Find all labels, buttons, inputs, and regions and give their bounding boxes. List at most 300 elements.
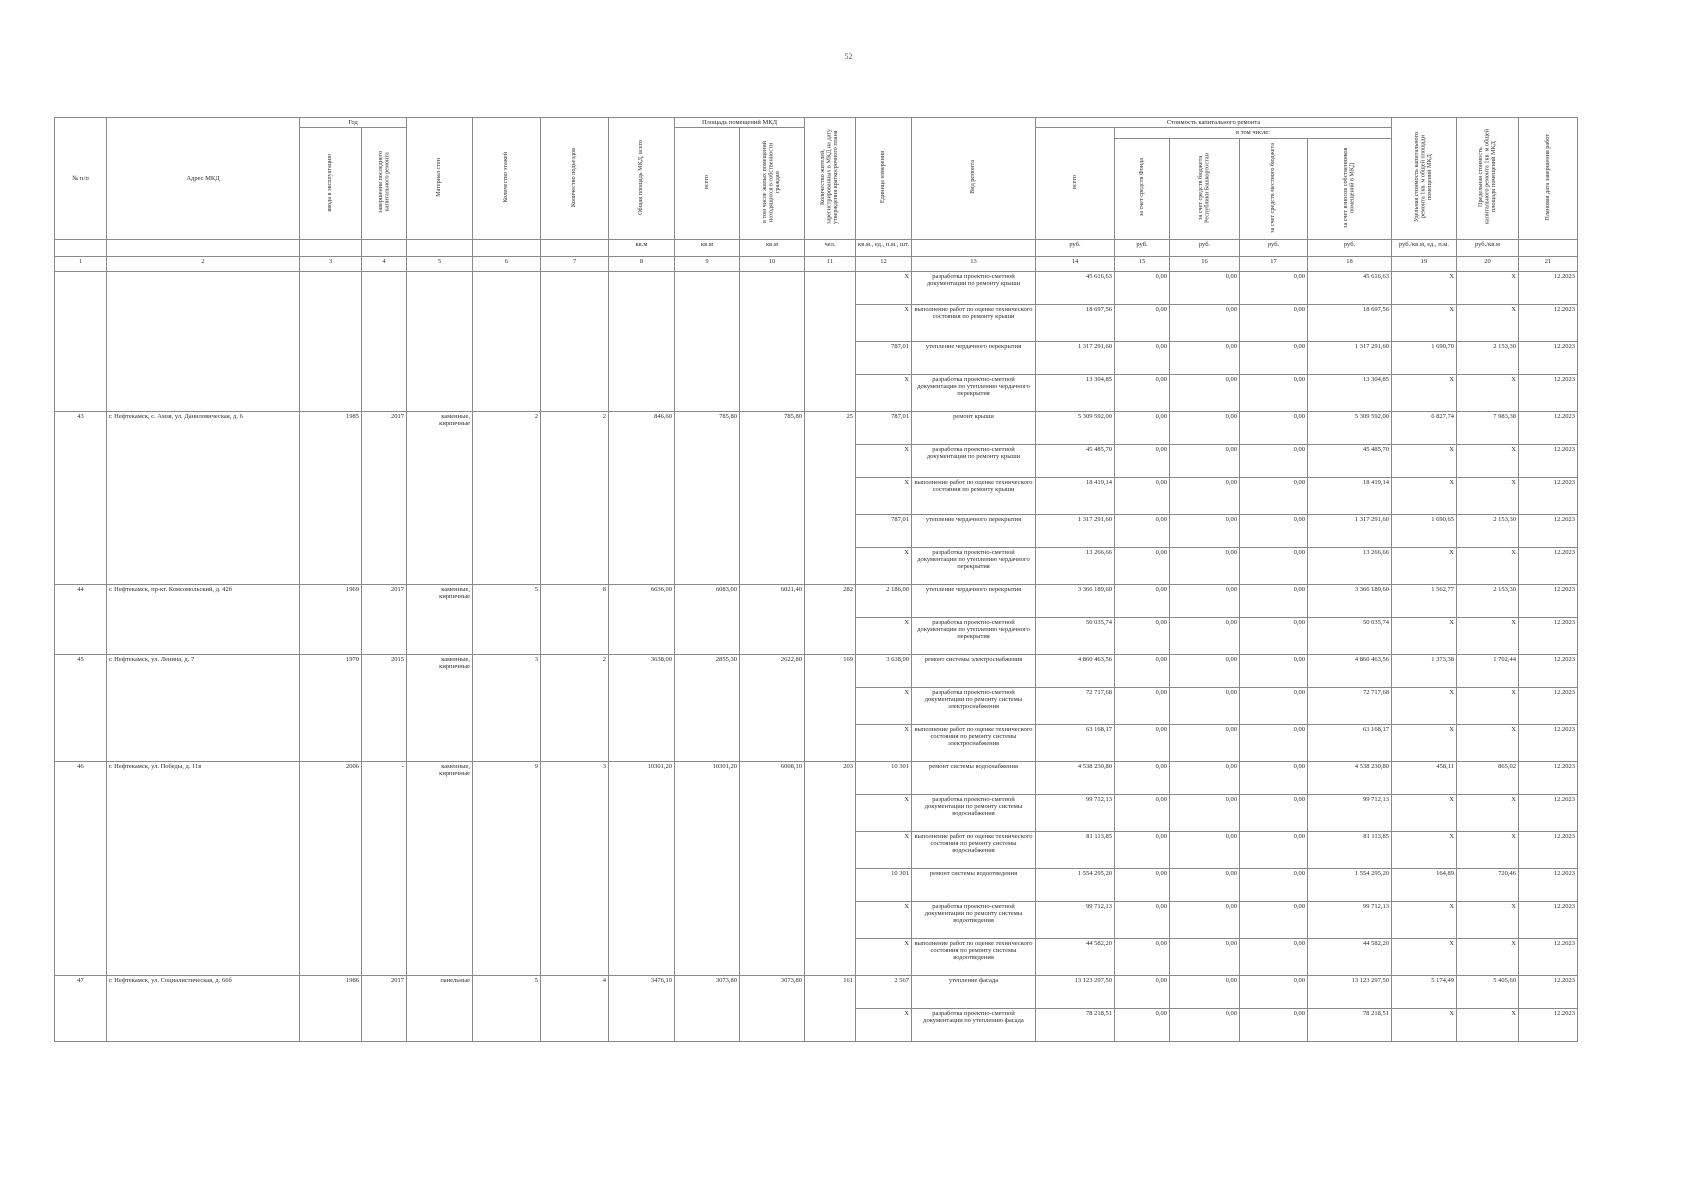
repair-kind: ремонт системы электроснабжения (912, 654, 1036, 687)
house-address (107, 271, 300, 411)
cost-fund: 0,00 (1115, 411, 1170, 444)
cost-owners: 81 113,85 (1308, 831, 1392, 868)
cost-owners: 5 309 592,00 (1308, 411, 1392, 444)
cost-republic: 0,00 (1170, 341, 1240, 374)
limit-cost: X (1457, 938, 1519, 975)
col-cost-group: Стоимость капитального ремонта (1036, 118, 1392, 128)
year-last-repair: - (362, 761, 407, 975)
residents-count: 203 (805, 761, 856, 975)
cost-local: 0,00 (1240, 724, 1308, 761)
unit-cost: 164,89 (1392, 868, 1457, 901)
unit-cost: X (1392, 724, 1457, 761)
unit-cost: 1 373,38 (1392, 654, 1457, 687)
quantity: X (856, 547, 912, 584)
cost-total: 44 582,20 (1036, 938, 1115, 975)
quantity: 787,01 (856, 341, 912, 374)
col-cost-local: за счет средств местного бюджета (1240, 138, 1308, 239)
col-year-group: Год (300, 118, 407, 128)
cost-local: 0,00 (1240, 975, 1308, 1008)
repair-kind: ремонт системы водоснабжения (912, 761, 1036, 794)
cost-owners: 44 582,20 (1308, 938, 1392, 975)
column-number-cell: 15 (1115, 256, 1170, 271)
col-cost-owners: за счет взносов собственников помещений в МКД (1308, 138, 1392, 239)
cost-republic: 0,00 (1170, 901, 1240, 938)
cost-local: 0,00 (1240, 444, 1308, 477)
column-number-cell: 9 (675, 256, 740, 271)
cost-fund: 0,00 (1115, 514, 1170, 547)
cost-fund: 0,00 (1115, 584, 1170, 617)
cost-owners: 13 304,85 (1308, 374, 1392, 411)
deadline: 12.2023 (1519, 975, 1578, 1008)
cost-fund: 0,00 (1115, 654, 1170, 687)
unit-cell: руб. (1115, 239, 1170, 256)
column-number-cell: 5 (407, 256, 473, 271)
cost-total: 99 712,13 (1036, 794, 1115, 831)
unit-cell: кв.м (675, 239, 740, 256)
col-limit-cost: Предельная стоимость капитального ремонта 1кв. м общей площади помещений МКД (1457, 118, 1519, 240)
cost-fund: 0,00 (1115, 868, 1170, 901)
col-year-commission: ввода в эксплуатацию (300, 128, 362, 240)
quantity: X (856, 901, 912, 938)
deadline: 12.2023 (1519, 617, 1578, 654)
cost-owners: 4 860 463,56 (1308, 654, 1392, 687)
deadline: 12.2023 (1519, 831, 1578, 868)
cost-local: 0,00 (1240, 304, 1308, 341)
column-number-cell: 6 (473, 256, 541, 271)
premises-area: 2855,30 (675, 654, 740, 761)
cost-fund: 0,00 (1115, 761, 1170, 794)
cost-total: 99 712,13 (1036, 901, 1115, 938)
limit-cost: X (1457, 794, 1519, 831)
wall-material: каменные, кирпичные (407, 411, 473, 584)
quantity: X (856, 271, 912, 304)
cost-republic: 0,00 (1170, 687, 1240, 724)
cost-republic: 0,00 (1170, 584, 1240, 617)
year-commission: 1986 (300, 975, 362, 1041)
unit-cost: X (1392, 617, 1457, 654)
unit-cell (107, 239, 300, 256)
premises-area: 785,80 (675, 411, 740, 584)
cost-republic: 0,00 (1170, 617, 1240, 654)
repair-kind: разработка проектно-сметной документации по ремонту системы электроснабжения (912, 687, 1036, 724)
wall-material: панельные (407, 975, 473, 1041)
house-number: 45 (55, 654, 107, 761)
col-year-last-repair: завершения последнего капитального ремонта (362, 128, 407, 240)
cost-republic: 0,00 (1170, 304, 1240, 341)
residents-count: 282 (805, 584, 856, 654)
total-area: 846,60 (609, 411, 675, 584)
year-last-repair: 2017 (362, 975, 407, 1041)
repair-kind: разработка проектно-сметной документации по утеплению чердачного перекрытия (912, 374, 1036, 411)
cost-republic: 0,00 (1170, 975, 1240, 1008)
year-commission: 2006 (300, 761, 362, 975)
wall-material (407, 271, 473, 411)
cost-local: 0,00 (1240, 341, 1308, 374)
col-premises-total: всего (675, 128, 740, 240)
cost-local: 0,00 (1240, 868, 1308, 901)
unit-cost: X (1392, 271, 1457, 304)
year-last-repair: 2017 (362, 411, 407, 584)
cost-total: 72 717,68 (1036, 687, 1115, 724)
house-address: г. Нефтекамск, с. Амзя, ул. Даниловическая, д. 6 (107, 411, 300, 584)
limit-cost: X (1457, 1008, 1519, 1041)
col-cost-fund: за счет средств Фонда (1115, 138, 1170, 239)
unit-cost: 5 174,49 (1392, 975, 1457, 1008)
cost-owners: 3 366 189,60 (1308, 584, 1392, 617)
year-commission: 1985 (300, 411, 362, 584)
col-repair-kind: Вид ремонта (912, 118, 1036, 240)
unit-cost: 1 690,70 (1392, 341, 1457, 374)
col-total-area: Общая площадь МКД, всего (609, 118, 675, 240)
floors-count: 3 (473, 654, 541, 761)
cost-owners: 18 419,14 (1308, 477, 1392, 514)
house-number: 44 (55, 584, 107, 654)
quantity: X (856, 724, 912, 761)
deadline: 12.2023 (1519, 761, 1578, 794)
deadline: 12.2023 (1519, 514, 1578, 547)
cost-owners: 99 712,13 (1308, 901, 1392, 938)
col-entrances: Количество подъездов (541, 118, 609, 240)
cost-republic: 0,00 (1170, 761, 1240, 794)
cost-republic: 0,00 (1170, 1008, 1240, 1041)
cost-fund: 0,00 (1115, 831, 1170, 868)
house-address: г. Нефтекамск, ул. Социалистическая, д. 66б (107, 975, 300, 1041)
limit-cost: X (1457, 617, 1519, 654)
limit-cost: X (1457, 901, 1519, 938)
col-incl: в том числе: (1115, 128, 1392, 138)
cost-fund: 0,00 (1115, 794, 1170, 831)
repair-kind: выполнение работ по оценке технического состояния по ремонту системы водоотведения (912, 938, 1036, 975)
cost-republic: 0,00 (1170, 374, 1240, 411)
cost-total: 1 554 295,20 (1036, 868, 1115, 901)
cost-total: 4 860 463,56 (1036, 654, 1115, 687)
deadline: 12.2023 (1519, 868, 1578, 901)
cost-total: 1 317 291,60 (1036, 514, 1115, 547)
cost-total: 45 616,63 (1036, 271, 1115, 304)
cost-local: 0,00 (1240, 901, 1308, 938)
table-row (55, 654, 1578, 687)
limit-cost: X (1457, 547, 1519, 584)
unit-cost: X (1392, 938, 1457, 975)
residential-area: 3073,80 (740, 975, 805, 1041)
cost-fund: 0,00 (1115, 341, 1170, 374)
entrances-count: 2 (541, 411, 609, 584)
column-number-cell: 3 (300, 256, 362, 271)
unit-cell: кв.м (740, 239, 805, 256)
premises-area (675, 271, 740, 411)
limit-cost: 720,46 (1457, 868, 1519, 901)
unit-cost: 1 690,65 (1392, 514, 1457, 547)
limit-cost: X (1457, 477, 1519, 514)
column-number-cell: 13 (912, 256, 1036, 271)
cost-owners: 1 317 291,60 (1308, 341, 1392, 374)
residential-area: 2622,80 (740, 654, 805, 761)
cost-owners: 13 266,66 (1308, 547, 1392, 584)
unit-cell: руб./кв.м, ед., п.м. (1392, 239, 1457, 256)
entrances-count: 8 (541, 584, 609, 654)
cost-fund: 0,00 (1115, 1008, 1170, 1041)
total-area: 3638,00 (609, 654, 675, 761)
quantity: X (856, 794, 912, 831)
cost-republic: 0,00 (1170, 271, 1240, 304)
cost-local: 0,00 (1240, 477, 1308, 514)
unit-cell: кв.м (609, 239, 675, 256)
cost-fund: 0,00 (1115, 975, 1170, 1008)
residents-count (805, 271, 856, 411)
repair-kind: разработка проектно-сметной документации по ремонту крыши (912, 444, 1036, 477)
cost-total: 18 697,56 (1036, 304, 1115, 341)
cost-owners: 13 123 297,50 (1308, 975, 1392, 1008)
cost-local: 0,00 (1240, 654, 1308, 687)
quantity: X (856, 617, 912, 654)
deadline: 12.2023 (1519, 901, 1578, 938)
cost-republic: 0,00 (1170, 547, 1240, 584)
cost-republic: 0,00 (1170, 831, 1240, 868)
table-row (55, 584, 1578, 617)
cost-total: 63 168,17 (1036, 724, 1115, 761)
cost-local: 0,00 (1240, 514, 1308, 547)
col-residents: Количество жителей, зарегистрированных в МКД на дату утверждения краткосрочного плана (805, 118, 856, 240)
unit-cell (912, 239, 1036, 256)
unit-cell (541, 239, 609, 256)
residents-count: 169 (805, 654, 856, 761)
repair-kind: утепление чердачного перекрытия (912, 514, 1036, 547)
deadline: 12.2023 (1519, 584, 1578, 617)
units-row (55, 239, 1578, 256)
col-cost-republic: за счет средств бюджета Республики Башкортостан (1170, 138, 1240, 239)
entrances-count (541, 271, 609, 411)
cost-total: 50 035,74 (1036, 617, 1115, 654)
repair-kind: утепление чердачного перекрытия (912, 341, 1036, 374)
total-area: 6636,00 (609, 584, 675, 654)
unit-cell: руб. (1308, 239, 1392, 256)
cost-republic: 0,00 (1170, 938, 1240, 975)
house-number: 47 (55, 975, 107, 1041)
unit-cost: 458,11 (1392, 761, 1457, 794)
quantity: X (856, 444, 912, 477)
year-commission (300, 271, 362, 411)
cost-local: 0,00 (1240, 938, 1308, 975)
repair-kind: выполнение работ по оценке технического состояния по ремонту крыши (912, 304, 1036, 341)
cost-total: 5 309 592,00 (1036, 411, 1115, 444)
cost-total: 13 266,66 (1036, 547, 1115, 584)
limit-cost: X (1457, 374, 1519, 411)
cost-owners: 4 538 230,80 (1308, 761, 1392, 794)
repair-kind: разработка проектно-сметной документации по утеплению чердачного перекрытия (912, 617, 1036, 654)
deadline: 12.2023 (1519, 444, 1578, 477)
house-number: 46 (55, 761, 107, 975)
limit-cost: 2 153,30 (1457, 341, 1519, 374)
year-commission: 1969 (300, 584, 362, 654)
unit-cost: 1 562,77 (1392, 584, 1457, 617)
cost-local: 0,00 (1240, 794, 1308, 831)
column-number-cell: 8 (609, 256, 675, 271)
unit-cell (362, 239, 407, 256)
deadline: 12.2023 (1519, 411, 1578, 444)
house-number: 43 (55, 411, 107, 584)
quantity: X (856, 304, 912, 341)
unit-cost: X (1392, 901, 1457, 938)
cost-total: 78 218,51 (1036, 1008, 1115, 1041)
cost-local: 0,00 (1240, 761, 1308, 794)
repair-kind: ремонт системы водоотведения (912, 868, 1036, 901)
unit-cell: руб. (1170, 239, 1240, 256)
column-numbers-row (55, 256, 1578, 271)
cost-fund: 0,00 (1115, 547, 1170, 584)
total-area: 10301,20 (609, 761, 675, 975)
house-address: г. Нефтекамск, ул. Ленина, д. 7 (107, 654, 300, 761)
repair-kind: разработка проектно-сметной документации по ремонту крыши (912, 271, 1036, 304)
unit-cell (300, 239, 362, 256)
deadline: 12.2023 (1519, 794, 1578, 831)
quantity: 787,01 (856, 514, 912, 547)
floors-count: 5 (473, 584, 541, 654)
cost-owners: 63 168,17 (1308, 724, 1392, 761)
unit-cell (407, 239, 473, 256)
cost-fund: 0,00 (1115, 444, 1170, 477)
cost-local: 0,00 (1240, 547, 1308, 584)
premises-area: 3073,80 (675, 975, 740, 1041)
cost-fund: 0,00 (1115, 617, 1170, 654)
cost-total: 18 419,14 (1036, 477, 1115, 514)
cost-republic: 0,00 (1170, 794, 1240, 831)
repair-kind: разработка проектно-сметной документации по утеплению фасада (912, 1008, 1036, 1041)
column-number-cell: 20 (1457, 256, 1519, 271)
repair-kind: выполнение работ по оценке технического состояния по ремонту системы электроснабжения (912, 724, 1036, 761)
house-number (55, 271, 107, 411)
cost-fund: 0,00 (1115, 724, 1170, 761)
deadline: 12.2023 (1519, 304, 1578, 341)
cost-owners: 50 035,74 (1308, 617, 1392, 654)
table-row (55, 271, 1578, 304)
repair-kind: разработка проектно-сметной документации по ремонту системы водоснабжения (912, 794, 1036, 831)
column-number-cell: 7 (541, 256, 609, 271)
unit-cost: X (1392, 1008, 1457, 1041)
year-last-repair: 2017 (362, 584, 407, 654)
entrances-count: 4 (541, 975, 609, 1041)
repair-kind: разработка проектно-сметной документации по ремонту системы водоотведения (912, 901, 1036, 938)
limit-cost: 2 153,30 (1457, 514, 1519, 547)
unit-cell: руб. (1036, 239, 1115, 256)
quantity: 10 301 (856, 761, 912, 794)
entrances-count: 2 (541, 654, 609, 761)
limit-cost: 1 702,44 (1457, 654, 1519, 687)
unit-cell: чел. (805, 239, 856, 256)
wall-material: каменные, кирпичные (407, 654, 473, 761)
cost-owners: 72 717,68 (1308, 687, 1392, 724)
residents-count: 25 (805, 411, 856, 584)
column-number-cell: 14 (1036, 256, 1115, 271)
cost-owners: 1 317 291,60 (1308, 514, 1392, 547)
quantity: X (856, 374, 912, 411)
unit-cell: руб./кв.м (1457, 239, 1519, 256)
unit-cell: кв.м., ед., п.м., шт. (856, 239, 912, 256)
deadline: 12.2023 (1519, 687, 1578, 724)
residential-area: 6021,40 (740, 584, 805, 654)
repair-kind: выполнение работ по оценке технического состояния по ремонту системы водоснабжения (912, 831, 1036, 868)
col-deadline: Плановая дата завершения работ (1519, 118, 1578, 240)
deadline: 12.2023 (1519, 271, 1578, 304)
residential-area (740, 271, 805, 411)
cost-local: 0,00 (1240, 411, 1308, 444)
col-cost-total: всего (1036, 128, 1115, 240)
col-wall-material: Материал стен (407, 118, 473, 240)
cost-fund: 0,00 (1115, 938, 1170, 975)
column-number-cell: 18 (1308, 256, 1392, 271)
table-row (55, 411, 1578, 444)
deadline: 12.2023 (1519, 477, 1578, 514)
quantity: 2 186,00 (856, 584, 912, 617)
residential-area: 6008,10 (740, 761, 805, 975)
cost-owners: 45 616,63 (1308, 271, 1392, 304)
year-commission: 1970 (300, 654, 362, 761)
cost-total: 13 123 297,50 (1036, 975, 1115, 1008)
col-npp: № п/п (55, 118, 107, 240)
unit-cost: X (1392, 374, 1457, 411)
limit-cost: 7 983,38 (1457, 411, 1519, 444)
cost-republic: 0,00 (1170, 724, 1240, 761)
cost-fund: 0,00 (1115, 271, 1170, 304)
col-floors: Количество этажей (473, 118, 541, 240)
cost-owners: 78 218,51 (1308, 1008, 1392, 1041)
cost-local: 0,00 (1240, 687, 1308, 724)
unit-cell (473, 239, 541, 256)
capital-repair-table (54, 117, 1578, 1042)
column-number-cell: 4 (362, 256, 407, 271)
deadline: 12.2023 (1519, 547, 1578, 584)
column-number-cell: 21 (1519, 256, 1578, 271)
repair-kind: выполнение работ по оценке технического состояния по ремонту крыши (912, 477, 1036, 514)
unit-cost: X (1392, 304, 1457, 341)
col-premises-residential: в том числе жилых помещений находящихся в собственности граждан (740, 128, 805, 240)
quantity: X (856, 477, 912, 514)
quantity: X (856, 1008, 912, 1041)
limit-cost: X (1457, 831, 1519, 868)
column-number-cell: 17 (1240, 256, 1308, 271)
col-address: Адрес МКД (107, 118, 300, 240)
column-number-cell: 10 (740, 256, 805, 271)
deadline: 12.2023 (1519, 1008, 1578, 1041)
deadline: 12.2023 (1519, 654, 1578, 687)
col-units-measure: Единица измерения (856, 118, 912, 240)
limit-cost: X (1457, 304, 1519, 341)
cost-local: 0,00 (1240, 584, 1308, 617)
table-row (55, 761, 1578, 794)
unit-cost: X (1392, 444, 1457, 477)
wall-material: каменные, кирпичные (407, 761, 473, 975)
column-number-cell: 2 (107, 256, 300, 271)
quantity: 10 301 (856, 868, 912, 901)
cost-republic: 0,00 (1170, 444, 1240, 477)
residential-area: 785,80 (740, 411, 805, 584)
cost-total: 81 113,85 (1036, 831, 1115, 868)
wall-material: каменные, кирпичные (407, 584, 473, 654)
repair-kind: ремонт крыши (912, 411, 1036, 444)
limit-cost: 5 405,60 (1457, 975, 1519, 1008)
quantity: 3 638,00 (856, 654, 912, 687)
cost-republic: 0,00 (1170, 654, 1240, 687)
cost-total: 1 317 291,60 (1036, 341, 1115, 374)
cost-fund: 0,00 (1115, 477, 1170, 514)
unit-cost: 6 827,74 (1392, 411, 1457, 444)
cost-local: 0,00 (1240, 271, 1308, 304)
premises-area: 6083,00 (675, 584, 740, 654)
house-address: г. Нефтекамск, ул. Победы, д. 11в (107, 761, 300, 975)
repair-kind: утепление фасада (912, 975, 1036, 1008)
cost-fund: 0,00 (1115, 304, 1170, 341)
page-number: 52 (844, 52, 853, 61)
quantity: X (856, 831, 912, 868)
